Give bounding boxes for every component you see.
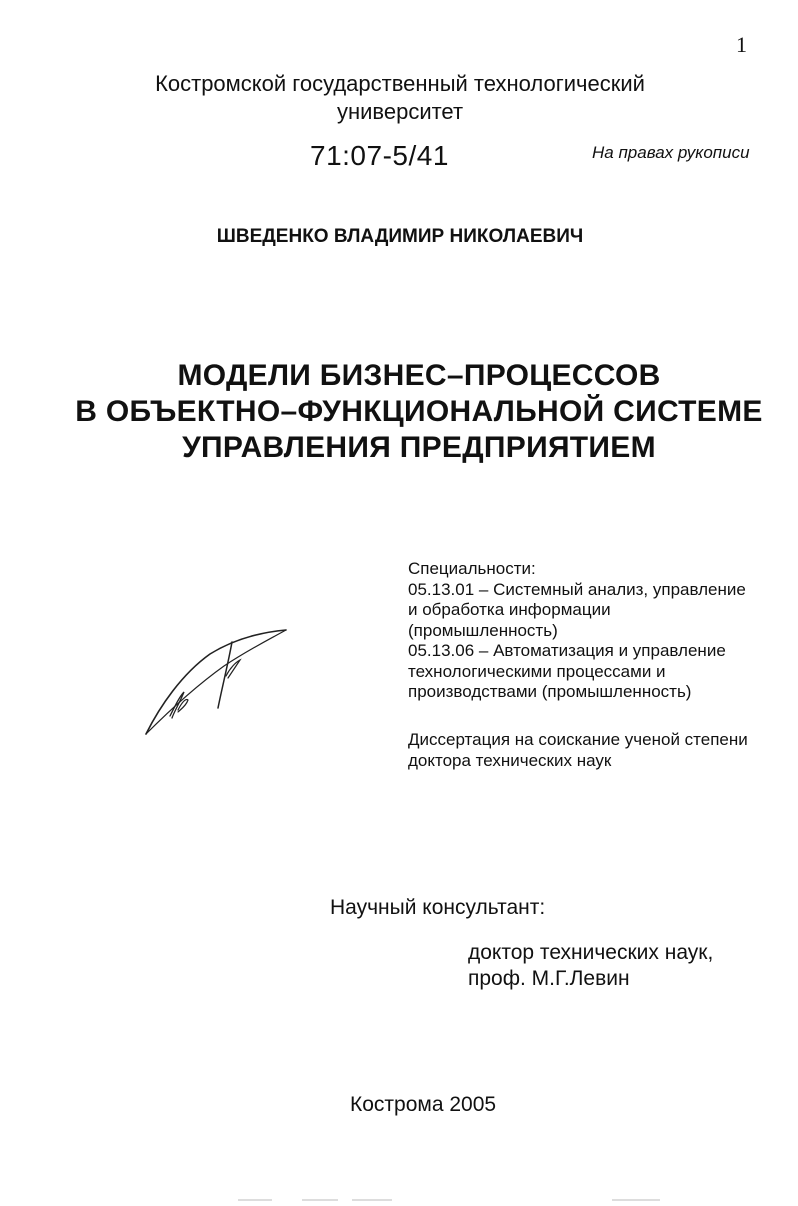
specialties-line: Специальности: [408, 559, 536, 578]
title-line: В ОБЪЕКТНО–ФУНКЦИОНАЛЬНОЙ СИСТЕМЕ [75, 395, 763, 428]
university-line: Костромской государственный технологический [155, 71, 645, 96]
author-name: ШВЕДЕНКО ВЛАДИМИР НИКОЛАЕВИЧ [216, 226, 584, 247]
consultant-degree: доктор технических наук, [468, 941, 714, 964]
dissertation-title [60, 358, 778, 466]
catalog-number: 71:07-5/41 [310, 140, 449, 171]
specialties-line: 05.13.01 – Системный анализ, управление [408, 579, 746, 599]
manuscript-note: На правах рукописи [592, 143, 750, 162]
university-name [100, 70, 700, 126]
degree-line: Диссертация на соискание ученой степени [408, 730, 748, 749]
specialties [408, 559, 746, 703]
city-year: Кострома 2005 [350, 1093, 497, 1116]
specialties-line: (промышленность) [408, 620, 558, 640]
specialties-line: производствами (промышленность) [408, 682, 692, 701]
page-number: 1 [736, 32, 747, 57]
title-line: УПРАВЛЕНИЯ ПРЕДПРИЯТИЕМ [182, 431, 656, 464]
consultant-name: проф. М.Г.Левин [468, 967, 630, 990]
scan-artifacts [0, 1195, 798, 1205]
degree-line: доктора технических наук [408, 750, 612, 770]
university-line: университет [336, 99, 464, 124]
degree-statement [408, 730, 748, 771]
title-line: МОДЕЛИ БИЗНЕС–ПРОЦЕССОВ [177, 359, 661, 392]
specialties-line: технологическими процессами и [408, 661, 666, 681]
specialties-line: и обработка информации [408, 600, 611, 619]
handwritten-signature [140, 620, 300, 740]
consultant-info [468, 940, 713, 992]
consultant-label: Научный консультант: [330, 896, 546, 919]
specialties-line: 05.13.06 – Автоматизация и управление [408, 641, 726, 660]
